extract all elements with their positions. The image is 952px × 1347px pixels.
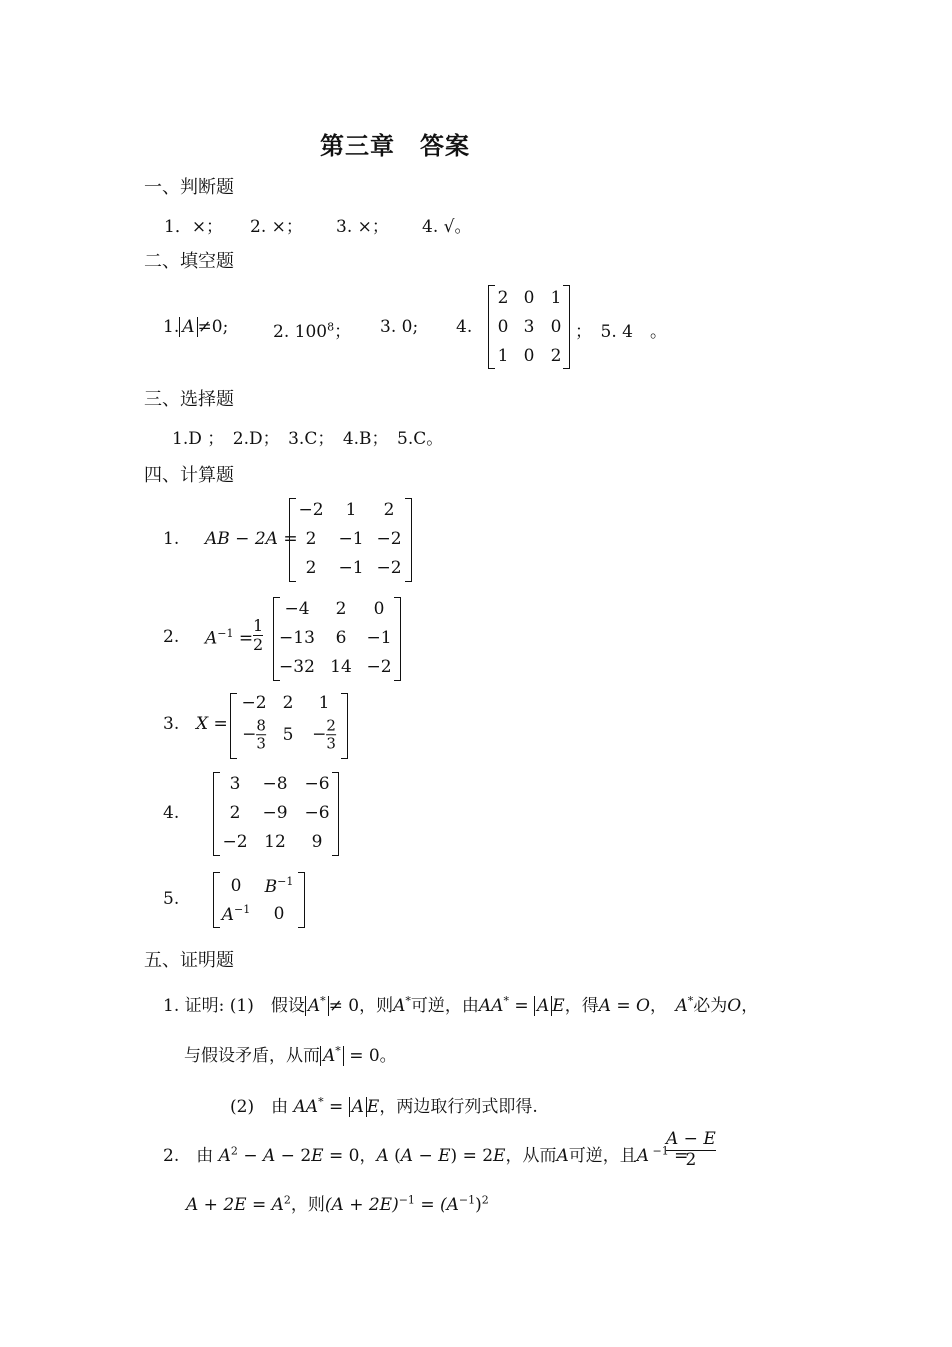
matrix-cell: −32: [279, 657, 315, 677]
matrix-cell: 0: [230, 876, 242, 896]
matrix-cell: 1: [550, 288, 562, 308]
matrix-cell: − $\frac{2}{3}$: [312, 716, 336, 753]
fraction-numerator: 2: [326, 716, 336, 735]
matrix-cell: 1: [318, 693, 330, 713]
matrix-cell: −2: [222, 832, 248, 852]
judgement-answer-3: 3. ×；: [336, 217, 389, 237]
matrix-cell: 1: [345, 500, 357, 520]
matrix-cell: − $\frac{8}{3}$: [242, 716, 266, 753]
fill-answer-2-tail: ；: [334, 322, 352, 342]
fraction-denominator: 2: [685, 1149, 697, 1170]
matrix-cell: −4: [284, 599, 310, 619]
matrix-cell: −2: [298, 500, 324, 520]
matrix-cell: −2: [241, 693, 267, 713]
matrix-cell: 0: [550, 317, 562, 337]
matrix-cell: 2: [305, 558, 317, 578]
calc-q2-number: 2.: [163, 627, 180, 647]
calc-q1-lhs: AB − 2A =: [205, 529, 298, 549]
section-heading-fill-blank: 二、填空题: [144, 251, 234, 272]
bracket-right: [341, 693, 348, 759]
fill-answer-5: ； 5. 4 。: [575, 322, 667, 342]
matrix-cell: 2: [335, 599, 347, 619]
matrix-cell: 14: [330, 657, 352, 677]
calc-q2-fraction: [253, 617, 263, 655]
fill-answer-3: 3. 0;: [380, 317, 419, 337]
fill-answer-1: [163, 317, 228, 337]
fill-answer-4-number: 4.: [456, 317, 473, 337]
proof-2-fraction: [666, 1130, 716, 1170]
proof-1-line-2: 与假设矛盾，从而 A* = 0。: [184, 1044, 397, 1066]
judgement-answer-1: 1．×；: [164, 217, 224, 237]
matrix-cell: 2: [282, 693, 294, 713]
judgement-answer-4: 4. √。: [422, 217, 472, 237]
matrix-cell: −8: [262, 774, 288, 794]
calc-q5-matrix: [213, 872, 305, 928]
proof-1-line-1: 1. 证明: (1) 假设 A* ≠ 0，则A*可逆，由AA* = A E，得A = O， A*必为O，: [163, 994, 759, 1016]
matrix-cell: −6: [304, 774, 330, 794]
matrix-cell: 0: [523, 288, 535, 308]
matrix-cell: 2: [229, 803, 241, 823]
bracket-left: [289, 498, 296, 582]
proof-2-line-1: 2. 由 $A^2 - A - 2E = 0$，A (A − E) = 2E，从而A可逆，且A $^{-1}$ =: [163, 1144, 689, 1166]
matrix-cell: 2: [550, 346, 562, 366]
bracket-left: [213, 772, 220, 856]
matrix-cell: 12: [264, 832, 286, 852]
calc-q2-a: A: [205, 628, 218, 649]
bracket-right: [394, 597, 401, 681]
matrix-cell: −9: [262, 803, 288, 823]
section-heading-calculation: 四、计算题: [144, 465, 234, 486]
choice-answers: 1.D ； 2.D； 3.C； 4.B； 5.C。: [172, 429, 444, 449]
bracket-right: [405, 498, 412, 582]
page-title: 第三章 答案: [320, 131, 470, 160]
matrix-cell: 1: [497, 346, 509, 366]
section-heading-choice: 三、选择题: [144, 389, 234, 410]
matrix-cell: −2: [366, 657, 392, 677]
fill-answer-4-matrix: [488, 285, 570, 369]
calc-q1-matrix: [289, 498, 412, 582]
matrix-cell: −2: [376, 529, 402, 549]
matrix-cell: 3: [523, 317, 535, 337]
calc-q4-number: 4.: [163, 803, 180, 823]
det-a: A: [179, 317, 197, 337]
matrix-cell: 0: [273, 904, 285, 924]
calc-q3-number: 3.: [163, 714, 180, 734]
bracket-right: [332, 772, 339, 856]
calc-q3-lhs: X =: [196, 714, 228, 734]
bracket-left: [230, 693, 237, 759]
judgement-answer-2: 2. ×；: [250, 217, 303, 237]
section-heading-judgement: 一、判断题: [144, 177, 234, 198]
matrix-cell: −13: [279, 628, 315, 648]
fraction-numerator: 8: [256, 716, 266, 735]
matrix-cell: $B^{-1}$: [264, 875, 294, 897]
calc-q2-equals: =: [238, 628, 254, 649]
proof-1-line-3: (2) 由 AA* = A E，两边取行列式即得.: [230, 1095, 538, 1117]
matrix-cell: 2: [305, 529, 317, 549]
fill-answer-1-rest: ≠0;: [197, 317, 229, 337]
matrix-cell: −2: [376, 558, 402, 578]
matrix-cell: 3: [229, 774, 241, 794]
matrix-cell: 0: [523, 346, 535, 366]
fill-answer-1-number: 1.: [163, 317, 180, 337]
fill-answer-2-exp: 8: [327, 320, 335, 334]
bracket-right: [298, 872, 305, 928]
fraction-denominator: 2: [253, 635, 264, 655]
matrix-cell: −6: [304, 803, 330, 823]
calc-q2-matrix: [273, 597, 401, 681]
fraction-numerator: 1: [253, 616, 264, 635]
matrix-cell: −1: [338, 558, 364, 578]
fraction-denominator: 3: [326, 734, 336, 753]
calc-q2-lhs: [205, 627, 253, 649]
calc-q3-matrix: [230, 693, 348, 759]
matrix-cell: 5: [282, 725, 294, 745]
calc-q1-number: 1.: [163, 529, 180, 549]
matrix-cell: −1: [366, 628, 392, 648]
calc-q4-matrix: [213, 772, 339, 856]
fraction-numerator: A − E: [666, 1129, 716, 1149]
fill-answer-2: [273, 317, 351, 342]
fraction-denominator: 3: [256, 734, 266, 753]
matrix-cell: $A^{-1}$: [221, 903, 251, 925]
bracket-left: [488, 285, 495, 369]
matrix-cell: 2: [497, 288, 509, 308]
matrix-cell: 9: [311, 832, 323, 852]
bracket-left: [213, 872, 220, 928]
section-heading-proof: 五、证明题: [144, 950, 234, 971]
fill-answer-2-base: 2. 100: [273, 322, 328, 342]
proof-2-line-2: $A + 2E = A^2$，则$(A + 2E)^{-1} = (A^{-1})^2$: [186, 1193, 489, 1215]
calc-q5-number: 5.: [163, 889, 180, 909]
matrix-cell: −1: [338, 529, 364, 549]
matrix-cell: 0: [497, 317, 509, 337]
calc-q2-inverse: −1: [217, 627, 234, 640]
matrix-cell: 0: [373, 599, 385, 619]
matrix-cell: 2: [383, 500, 395, 520]
matrix-cell: 6: [335, 628, 347, 648]
bracket-right: [563, 285, 570, 369]
